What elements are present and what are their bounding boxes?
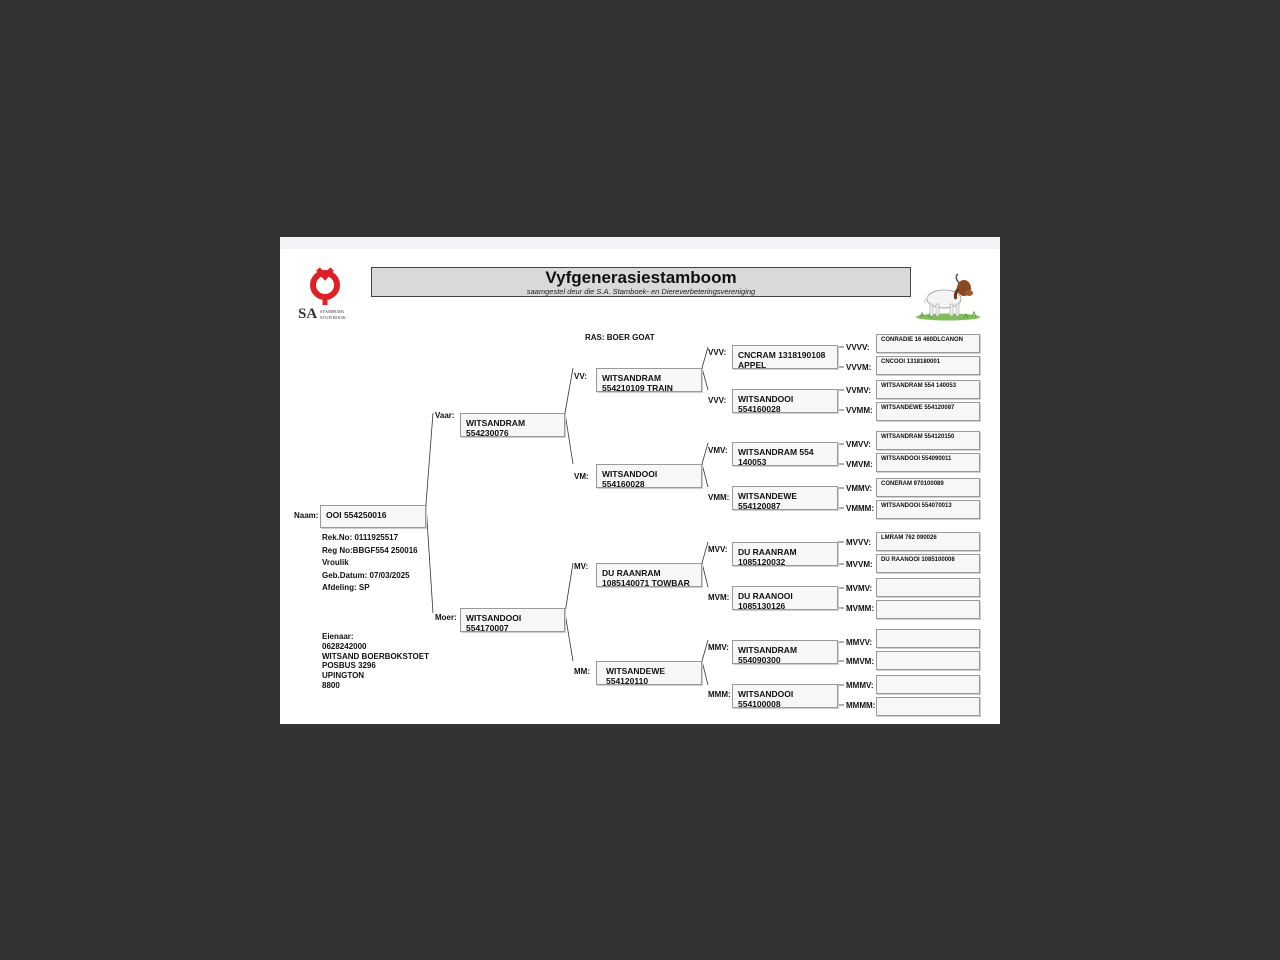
- vv-line-2: 554210109 TRAIN: [602, 383, 673, 392]
- vmvm-text: WITSANDOOI 554090011: [881, 456, 952, 462]
- mmv-line-2: 554090300: [738, 655, 781, 664]
- logo-sa-text: SA: [298, 306, 318, 322]
- vmv-box: [732, 442, 838, 466]
- vmmm-box: [876, 500, 980, 519]
- mmvm-box: [876, 651, 980, 670]
- mvvv-text: LMRAM 762 090026: [881, 535, 937, 541]
- vvmv-label: VVMV:: [846, 386, 871, 395]
- vvv-line-2: APPEL: [738, 360, 767, 369]
- mvm-box: [732, 586, 838, 610]
- vmm-box: [732, 486, 838, 510]
- vmvm-box: [876, 453, 980, 472]
- mv-line-2: 1085140071 TOWBAR: [602, 578, 690, 587]
- vmv-line-1: WITSANDRAM 554: [738, 447, 814, 457]
- mvmv-box: [876, 578, 980, 597]
- vvvv-text: CONRADIE 16 460DLCANON: [881, 337, 964, 343]
- mvv-label: MVV:: [708, 545, 728, 554]
- vmmv-text: CONERAM 970100089: [881, 481, 944, 487]
- vvmm-text: WITSANDEWE 554120087: [881, 405, 955, 411]
- owner-postcode: 8800: [322, 680, 340, 690]
- animal-details: [322, 532, 418, 595]
- mmm-label: MMM:: [708, 690, 731, 699]
- mvv-box: [732, 542, 838, 566]
- vm-line-1: WITSANDOOI: [602, 469, 658, 479]
- rek-no: Rek.No: 0111925517: [322, 533, 399, 542]
- mmvv-label: MMVV:: [846, 638, 873, 647]
- animal-name: OOI 554250016: [326, 510, 387, 520]
- mvv-line-1: DU RAANRAM: [738, 547, 797, 557]
- mmmv-box: [876, 675, 980, 694]
- mm-line-2: 554120110: [606, 676, 649, 685]
- mmmv-label: MMMV:: [846, 681, 874, 690]
- vvv-line-1: CNCRAM 1318190108: [738, 350, 826, 360]
- mm-box: [596, 661, 702, 685]
- mvmm-label: MVMM:: [846, 604, 874, 613]
- owner-phone: 0628242000: [322, 641, 367, 651]
- vaar-label: Vaar:: [435, 411, 455, 420]
- document-title: Vyfgenerasiestamboom: [545, 268, 737, 287]
- mvm-line-2: 1085130126: [738, 601, 786, 610]
- vmv-label: VMV:: [708, 446, 728, 455]
- vmvv-text: WITSANDRAM 554120150: [881, 434, 955, 440]
- mm-label: MM:: [574, 667, 590, 676]
- vmmv-label: VMMV:: [846, 484, 873, 493]
- vvvm-text: CNCOOI 1318180001: [881, 359, 941, 365]
- mv-line-1: DU RAANRAM: [602, 568, 661, 578]
- vvvm-box: [876, 356, 980, 375]
- vmm-line-1: WITSANDEWE: [738, 491, 798, 501]
- mvvv-box: [876, 532, 980, 551]
- mm-line-1: WITSANDEWE: [606, 666, 666, 676]
- vmvv-box: [876, 431, 980, 450]
- logo-small-text-1: STAMBOEK: [320, 309, 345, 314]
- mvv-line-2: 1085120032: [738, 557, 786, 566]
- vvm-label: VVV:: [708, 396, 727, 405]
- vmvm-label: VMVM:: [846, 460, 873, 469]
- vmmm-label: VMMM:: [846, 504, 874, 513]
- vvvm-label: VVVM:: [846, 363, 872, 372]
- vv-line-1: WITSANDRAM: [602, 373, 662, 383]
- vv-box: [596, 368, 702, 392]
- vvmm-label: VVMM:: [846, 406, 873, 415]
- mv-label: MV:: [574, 562, 589, 571]
- sire-line-1: WITSANDRAM: [466, 418, 526, 428]
- mmv-label: MMV:: [708, 643, 729, 652]
- vvv-box: [732, 345, 838, 369]
- document-subtitle: saamgestel deur die S.A. Stamboek- en Diereverbeteringsvereniging: [526, 287, 756, 296]
- mmm-box: [732, 684, 838, 708]
- vvm-line-1: WITSANDOOI: [738, 394, 794, 404]
- naam-label: Naam:: [294, 511, 319, 520]
- mmmm-box: [876, 697, 980, 716]
- owner-stud: WITSAND BOERBOKSTOET: [322, 651, 429, 661]
- moer-label: Moer:: [435, 613, 457, 622]
- vvv-label: VVV:: [708, 348, 727, 357]
- mvvv-label: MVVV:: [846, 538, 871, 547]
- mvmm-box: [876, 600, 980, 619]
- mvm-line-1: DU RAANOOI: [738, 591, 793, 601]
- vmmv-box: [876, 478, 980, 497]
- breed-label: RAS: BOER GOAT: [585, 333, 655, 342]
- owner-label: Eienaar:: [322, 632, 354, 641]
- dam-line-1: WITSANDOOI: [466, 613, 522, 623]
- mmm-line-1: WITSANDOOI: [738, 689, 794, 699]
- pedigree-document: [280, 237, 1000, 724]
- mmmm-label: MMMM:: [846, 701, 876, 710]
- vm-line-2: 554160028: [602, 479, 645, 488]
- dam-box: [460, 608, 565, 632]
- vm-box: [596, 464, 702, 488]
- mvmv-label: MVMV:: [846, 584, 873, 593]
- mv-box: [596, 563, 702, 587]
- vvvv-box: [876, 334, 980, 353]
- mvvm-label: MVVM:: [846, 560, 873, 569]
- vm-label: VM:: [574, 472, 589, 481]
- dam-line-2: 554170007: [466, 623, 509, 632]
- sex: Vroulik: [322, 558, 349, 567]
- owner-address: POSBUS 3296: [322, 661, 376, 671]
- mvm-label: MVM:: [708, 593, 730, 602]
- mmv-box: [732, 640, 838, 664]
- vvmm-box: [876, 402, 980, 421]
- reg-no: Reg No:BBGF554 250016: [322, 545, 418, 555]
- mmvm-label: MMVM:: [846, 657, 874, 666]
- animal-name-box: [320, 505, 426, 528]
- mmv-line-1: WITSANDRAM: [738, 645, 798, 655]
- vmv-line-2: 140053: [738, 457, 767, 466]
- vmm-line-2: 554120087: [738, 501, 781, 510]
- mvvm-text: DU RAANOOI 1085100008: [881, 557, 955, 563]
- vvvv-label: VVVV:: [846, 343, 870, 352]
- mmvv-box: [876, 629, 980, 648]
- sire-line-2: 554230076: [466, 428, 509, 437]
- vvm-box: [732, 389, 838, 413]
- owner-town: UPINGTON: [322, 671, 365, 681]
- vvm-line-2: 554160028: [738, 404, 781, 413]
- birth-date: Geb.Datum: 07/03/2025: [322, 570, 410, 580]
- vmvv-label: VMVV:: [846, 440, 871, 449]
- vvmv-text: WITSANDRAM 554 140053: [881, 383, 957, 389]
- owner-block: [322, 632, 429, 691]
- mvvm-box: [876, 554, 980, 573]
- division: Afdeling: SP: [322, 583, 370, 592]
- vmm-label: VMM:: [708, 493, 730, 502]
- vv-label: VV:: [574, 372, 587, 381]
- logo-small-text-2: STUD BOOK: [320, 315, 346, 320]
- sire-box: [460, 413, 565, 437]
- mmm-line-2: 554100008: [738, 699, 781, 708]
- vmmm-text: WITSANDOOI 554070013: [881, 503, 952, 509]
- vvmv-box: [876, 380, 980, 399]
